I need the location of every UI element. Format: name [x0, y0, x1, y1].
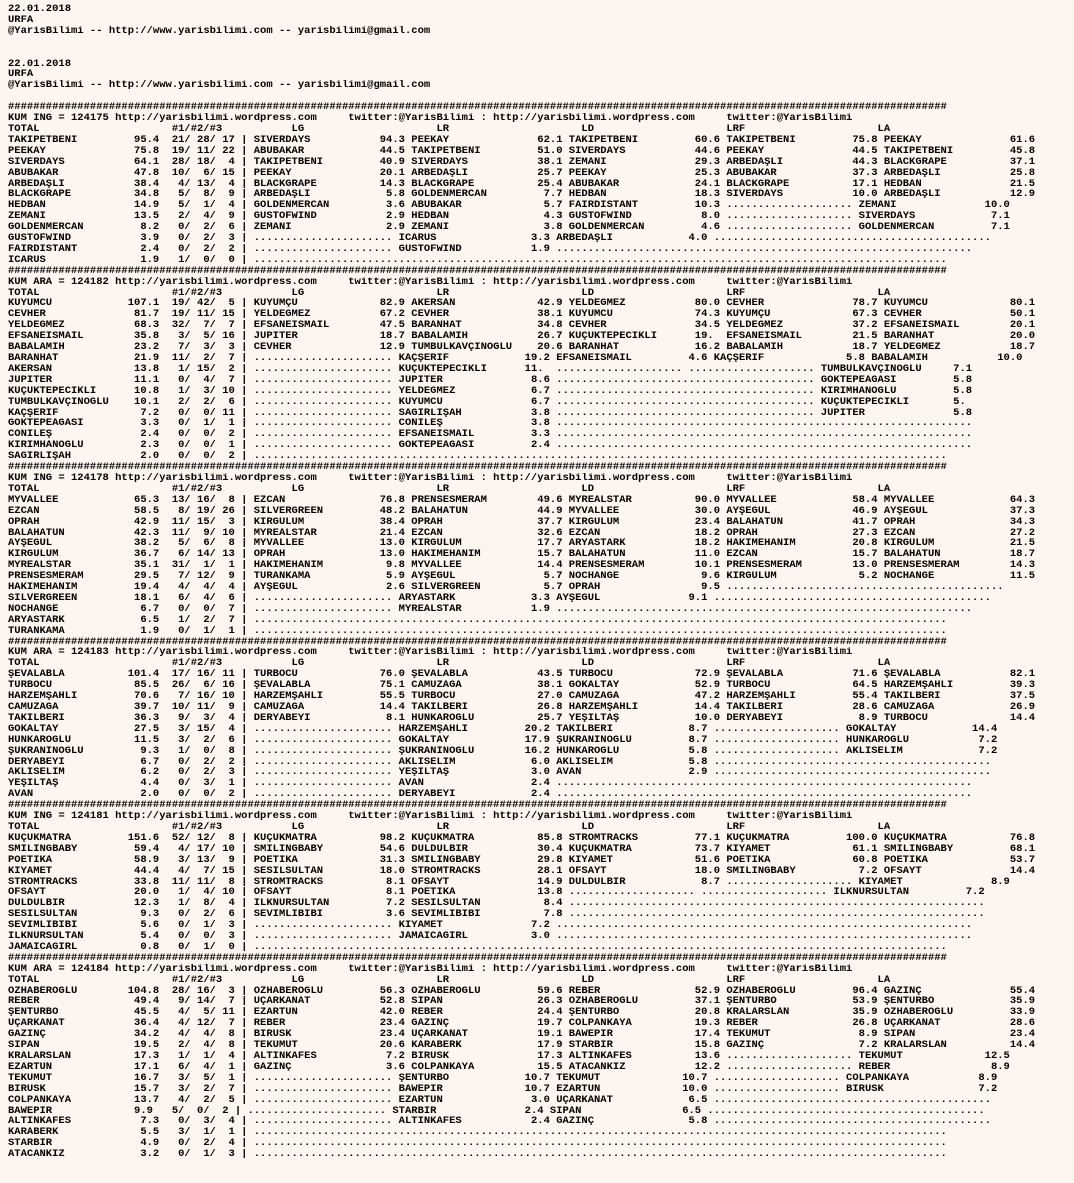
report-line: HAKİMEHANIM 19.4 4/ 4/ 4 | AYŞEGÜL 2.6 SILVERGREEN 5.7 OPRAH 9.5 ............................................: [8, 582, 1004, 593]
report-line: TURBOCU 85.5 26/ 6/ 16 | ŞEVALABLA 75.1 CAMUZAĞA 38.1 GÖKALTAY 52.9 TURBOCU 64.5 HARZEMŞAHLI 39.3: [8, 680, 1036, 692]
report-line: REBER 49.4 9/ 14/ 7 | UÇARKANAT 52.8 SİPAN 26.3 ÖZHABEROĞLU 37.1 ŞENTURBO 53.9 ŞENTURBO 35.9: [8, 996, 1036, 1008]
report-line: KÜÇÜKMATRA 151.6 52/ 12/ 8 | KÜÇÜKMATRA 98.2 KÜÇÜKMATRA 85.8 STROMTRACKS 77.1 KÜÇÜKMATRA 100.0 KÜÇÜKMATRA 76.8: [8, 832, 1036, 844]
report-line: BARANHAT 21.9 11/ 2/ 7 | ...................... KAÇŞERİF 19.2 EFSANEİSMAİL 4.6 KAÇŞERİF 5.8 BABALAMİH 10.0: [8, 353, 1023, 364]
report-line: YEŞİLTAŞ 4.4 0/ 3/ 1 | ...................... AVAN 2.4 ..................................................................: [8, 778, 973, 790]
report-line: BLACKGRAPE 34.8 5/ 8/ 9 | ARBEDAŞLI 5.8 GOLDENMERCAN 7.7 HEDBAN 18.3 SIVERDAYS 10.0 ARBEDAŞLI 12.9: [8, 189, 1036, 201]
report-line: HARZEMŞAHLI 70.6 7/ 16/ 10 | HARZEMŞAHLI 55.5 TURBOCU 27.0 CAMUZAĞA 47.2 HARZEMŞAHLI 55.4 TAKILBERİ 37.5: [8, 691, 1036, 702]
report-line: GOLDENMERCAN 8.2 0/ 2/ 6 | ZEMANİ 2.9 ZEMANİ 3.8 GOLDENMERCAN 4.6 .................... GOLDENMERCAN 7.1: [8, 222, 1010, 234]
report-line: KUYUMCU 107.1 19/ 42/ 5 | KUYUMÇU 82.9 AKERSAN 42.9 YELDEĞMEZ 80.0 CEVHER 78.7 KUYUMCU 80.1: [8, 298, 1036, 310]
report-line: ARYASTARK 6.5 1/ 2/ 7 | ..............................................................................................................: [8, 614, 947, 626]
report-line: STARBİR 4.9 0/ 2/ 4 | ..............................................................................................................: [8, 1138, 947, 1150]
report-line: KRALARSLAN 17.3 1/ 1/ 4 | ALTINKAFES 7.2 BIRUSK 17.3 ALTINKAFES 13.6 .................... TEKUMUT 12.5: [8, 1051, 1010, 1062]
report-line: AYŞEGÜL 38.2 5/ 6/ 8 | MYVALLEE 13.0 KIRGULÜM 17.7 ARYASTARK 18.2 HAKİMEHANIM 20.8 KIRGULÜM 21.5: [8, 538, 1036, 550]
report-line: İLKNURSULTAN 5.4 0/ 0/ 3 | ...................... JAMAICAGIRL 3.0 ..................................................................: [8, 931, 973, 942]
report-line: GÖKALTAY 27.5 3/ 15/ 4 | ...................... HARZEMŞAHLI 20.2 TAKILBERİ 8.7 .................... GÖKALTAY 14.4: [8, 723, 998, 735]
report-line: SİPAN 19.5 2/ 4/ 8 | TEKUMUT 20.6 KARABERK 17.9 STARBİR 15.8 GAZİNÇ 7.2 KRALARSLAN 14.4: [8, 1040, 1036, 1051]
report-line: 22.01.2018: [8, 58, 72, 70]
report-line: KIRGULÜM 36.7 6/ 14/ 13 | OPRAH 13.0 HAKİMEHANIM 15.7 BALAHATUN 11.0 EZCAN 15.7 BALAHATUN 18.7: [8, 549, 1036, 561]
report-line: ÖZHABEROĞLU 104.8 28/ 16/ 3 | ÖZHABEROĞLU 56.3 ÖZHABEROĞLU 59.6 REBER 52.9 ÖZHABEROĞLU 96.4 GAZİNÇ 55.4: [8, 985, 1036, 997]
report-line: EZCAN 58.5 8/ 19/ 26 | SILVERGREEN 48.2 BALAHATUN 44.9 MYVALLEE 30.0 AYŞEGÜL 46.9 AYŞEGÜL 37.3: [8, 505, 1036, 517]
report-line: PEEKAY 75.8 19/ 11/ 22 | ABUBAKAR 44.5 TAKİPETBENİ 51.0 SIVERDAYS 44.6 PEEKAY 44.5 TAKİPETBENİ 45.8: [8, 145, 1036, 157]
report-line: DULDULBİR 12.3 1/ 8/ 4 | İLKNURSULTAN 7.2 SESİLSULTAN 8.4 ..................................................................: [8, 898, 985, 910]
section-divider: #####################################################################################################################################################: [8, 462, 947, 473]
report-line: AVAN 2.0 0/ 0/ 2 | ...................... DERYABEYİ 2.4 ..................................................................: [8, 789, 973, 801]
report-line: SMILINGBABY 59.4 4/ 17/ 10 | SMILINGBABY 54.6 DULDULBİR 30.4 KÜÇÜKMATRA 73.7 KIYAMET 61.1 SMILINGBABY 68.1: [8, 843, 1036, 855]
report-line: TOTAL #1/#2/#3 LG LR LD LRF LA: [8, 287, 891, 299]
report-line: AKLISELIM 6.2 0/ 2/ 3 | ...................... YEŞİLTAŞ 3.0 AVAN 2.9 ............................................: [8, 767, 991, 779]
report-line: KARABERK 5.5 3/ 1/ 1 | ..............................................................................................................: [8, 1127, 947, 1139]
report-line: KUM ING = 124175 http://yarisbilimi.wordpress.com twitter:@YarisBilimi : http://yarisbilimi.wordpress.com twitter:@YarisBilimi: [8, 113, 853, 124]
report-line: BIRUSK 15.7 3/ 2/ 7 | ...................... BAWEPİR 10.7 EZARTUN 10.0 .................... BIRUSK 7.2: [8, 1083, 998, 1095]
report-line: ABUBAKAR 47.8 10/ 6/ 15 | PEEKAY 20.1 ARBEDAŞLI 25.7 PEEKAY 25.3 ABUBAKAR 37.3 ARBEDAŞLI 25.8: [8, 167, 1036, 179]
report-line: JUPİTER 11.1 0/ 4/ 7 | ...................... JUPİTER 8.6 ......................................... GÖKTEPEAĞASI 5.8: [8, 374, 973, 386]
report-line: CONİLEŞ 2.4 0/ 0/ 2 | ...................... EFSANEİSMAİL 3.3 ..................................................................: [8, 429, 973, 441]
report-line: HUNKAROĞLU 11.5 3/ 2/ 6 | ...................... GÖKALTAY 17.9 ŞUKRANINOĞLU 8.7 .................... HUNKAROĞLU 7.2: [8, 734, 998, 746]
report-line: EZARTUN 17.1 6/ 4/ 1 | GAZİNÇ 3.6 COLPANKAYA 15.5 ATACANKIZ 12.2 .................... REBER 8.9: [8, 1061, 1010, 1073]
report-line: MYVALLEE 65.3 13/ 16/ 8 | EZCAN 76.8 PRENSESMERAM 49.6 MYREALSTAR 90.0 MYVALLEE 58.4 MYVALLEE 64.3: [8, 494, 1036, 506]
report-line: TOTAL #1/#2/#3 LG LR LD LRF LA: [8, 974, 891, 986]
report-line: BAWEPİR 9.9 5/ 0/ 2 | ...................... STARBİR 2.4 SİPAN 6.5 ............................................: [8, 1105, 985, 1117]
report-line: TOTAL #1/#2/#3 LG LR LD LRF LA: [8, 821, 891, 833]
report-line: [8, 91, 1074, 102]
report-line: GAZİNÇ 34.2 4/ 4/ 8 | BIRUSK 23.4 UÇARKANAT 19.1 BAWEPİR 17.4 TEKUMUT 8.9 SİPAN 23.4: [8, 1029, 1036, 1041]
report-line: BALAHATUN 42.3 11/ 9/ 10 | MYREALSTAR 21.4 EZCAN 32.6 EZCAN 18.2 OPRAH 27.3 EZCAN 27.2: [8, 527, 1036, 539]
report-line: ARBEDAŞLI 38.4 4/ 13/ 4 | BLACKGRAPE 14.3 BLACKGRAPE 25.4 ABUBAKAR 24.1 BLACKGRAPE 17.1 HEDBAN 21.5: [8, 178, 1036, 190]
report-line: TURANKAMA 1.9 0/ 1/ 1 | ..............................................................................................................: [8, 625, 947, 637]
report-line: BABALAMİH 23.2 7/ 3/ 3 | CEVHER 12.9 TUMBULKAVÇİNOĞLU 20.6 BARANHAT 16.2 BABALAMİH 18.7 YELDEĞMEZ 18.7: [8, 342, 1036, 353]
report-line: COLPANKAYA 13.7 4/ 2/ 5 | ...................... EZARTUN 3.0 UÇARKANAT 6.5 ............................................: [8, 1094, 991, 1106]
report-line: KAÇŞERİF 7.2 0/ 0/ 11 | ...................... SAĞIRLIŞAH 3.8 ......................................... JUPİTER 5.8: [8, 407, 973, 419]
report-line: ŞUKRANINOĞLU 9.3 1/ 0/ 8 | ...................... ŞUKRANINOĞLU 16.2 HUNKAROĞLU 5.8 .................... AKLISELIM 7.2: [8, 745, 998, 757]
report-line: KUM ARA = 124183 http://yarisbilimi.wordpress.com twitter:@YarisBilimi : http://yarisbilimi.wordpress.com twitter:@YarisBilimi: [8, 647, 853, 659]
report-line: TOTAL #1/#2/#3 LG LR LD LRF LA: [8, 483, 891, 495]
report-line: POETIKA 58.9 3/ 13/ 9 | POETIKA 31.3 SMILINGBABY 29.8 KIYAMET 51.6 POETIKA 60.8 POETIKA 53.7: [8, 854, 1036, 866]
report-line: [8, 48, 1074, 59]
report-line: FAIRDISTANT 2.4 0/ 2/ 2 | ...................... GUSTOFWIND 1.9 ..................................................................: [8, 243, 973, 255]
report-line: KUM ARA = 124182 http://yarisbilimi.wordpress.com twitter:@YarisBilimi : http://yarisbilimi.wordpress.com twitter:@YarisBilimi: [8, 276, 853, 288]
report-line: PRENSESMERAM 29.5 7/ 12/ 9 | TURANKAMA 5.9 AYŞEGÜL 5.7 NOCHANGE 9.6 KIRGULÜM 5.2 NOCHANGE 11.5: [8, 571, 1036, 583]
report-line: JAMAICAGIRL 0.8 0/ 1/ 0 | ..............................................................................................................: [8, 941, 947, 953]
report-line: SILVERGREEN 18.1 6/ 4/ 6 | ...................... ARYASTARK 3.3 AYŞEGÜL 9.1 ............................................: [8, 592, 991, 604]
report-line: TOTAL #1/#2/#3 LG LR LD LRF LA: [8, 123, 891, 135]
report-line: DERYABEYİ 6.7 0/ 2/ 2 | ...................... AKLISELIM 6.0 AKLISELIM 5.8 ............................................: [8, 756, 991, 768]
report-line: GUSTOFWIND 3.9 0/ 2/ 3 | ...................... ICARUS 3.3 ARBEDAŞLI 4.0 ............................................: [8, 233, 991, 244]
report-line: AKERSAN 13.8 1/ 15/ 2 | ...................... KÜÇÜKTEPECİKLİ 11. .................... .................... TUMBULKAVÇİNOĞLU 7.1: [8, 363, 973, 375]
report-line: UÇARKANAT 36.4 4/ 12/ 7 | REBER 23.4 GAZİNÇ 19.7 COLPANKAYA 19.3 REBER 26.8 UÇARKANAT 28.6: [8, 1018, 1036, 1030]
report-line: KUM ARA = 124184 http://yarisbilimi.wordpress.com twitter:@YarisBilimi : http://yarisbilimi.wordpress.com twitter:@YarisBilimi: [8, 963, 853, 975]
report-line: TUMBULKAVÇİNOĞLU 10.1 2/ 2/ 6 | ...................... KUYUMCU 6.7 ......................................... KÜÇÜKTEPECİKLİ 5.: [8, 396, 966, 408]
report-line: TAKILBERİ 36.3 9/ 3/ 4 | DERYABEYİ 8.1 HUNKAROĞLU 25.7 YEŞİLTAŞ 10.0 DERYABEYİ 8.9 TURBOCU 14.4: [8, 712, 1036, 724]
report-line: OPRAH 42.9 11/ 15/ 3 | KIRGULÜM 38.4 OPRAH 37.7 KIRGULÜM 23.4 BALAHATUN 41.7 OPRAH 34.3: [8, 516, 1036, 528]
report-line: ATACANKIZ 3.2 0/ 1/ 3 | ..............................................................................................................: [8, 1149, 947, 1161]
section-divider: #####################################################################################################################################################: [8, 636, 947, 648]
report-line: SEVİMLİBİBİ 5.6 0/ 1/ 3 | ...................... KIYAMET 7.2 ..................................................................: [8, 920, 973, 932]
report-line: [8, 37, 1074, 48]
section-divider: #####################################################################################################################################################: [8, 800, 947, 812]
report-line: MYREALSTAR 35.1 31/ 1/ 1 | HAKİMEHANIM 9.8 MYVALLEE 14.4 PRENSESMERAM 10.1 PRENSESMERAM 13.0 PRENSESMERAM 14.3: [8, 560, 1036, 572]
report-line: SESİLSULTAN 9.3 0/ 2/ 6 | SEVİMLİBİBİ 3.6 SEVİMLİBİBİ 7.8 ..................................................................: [8, 909, 985, 921]
section-divider: #####################################################################################################################################################: [8, 952, 947, 964]
report-line: @YarisBilimi -- http://www.yarisbilimi.com -- yarisbilimi@gmail.com: [8, 80, 431, 92]
report-line: @YarisBilimi -- http://www.yarisbilimi.com -- yarisbilimi@gmail.com: [8, 25, 431, 37]
section-divider: #####################################################################################################################################################: [8, 102, 947, 114]
report-line: NOCHANGE 6.7 0/ 0/ 7 | ...................... MYREALSTAR 1.9 ..................................................................: [8, 603, 973, 615]
report-line: KÜÇÜKTEPECİKLİ 10.8 1/ 3/ 10 | ...................... YELDEĞMEZ 6.7 ......................................... KIRIMHANOĞLU 5.8: [8, 385, 973, 397]
report-line: TOTAL #1/#2/#3 LG LR LD LRF LA: [8, 658, 891, 670]
report-line: ZEMANİ 13.5 2/ 4/ 9 | GUSTOFWIND 2.9 HEDBAN 4.3 GUSTOFWIND 8.0 .................... SIVERDAYS 7.1: [8, 211, 1010, 223]
report-line: URFA: [8, 14, 34, 26]
report-line: ICARUS 1.9 1/ 0/ 0 | ..............................................................................................................: [8, 254, 947, 266]
section-divider: #####################################################################################################################################################: [8, 265, 947, 277]
report-line: CEVHER 81.7 19/ 11/ 15 | YELDEĞMEZ 67.2 CEVHER 38.1 KUYUMCU 74.3 KUYUMÇU 67.3 CEVHER 50.1: [8, 309, 1036, 321]
report-line: YELDEĞMEZ 68.3 32/ 7/ 7 | EFSANEİSMAİL 47.5 BARANHAT 34.8 CEVHER 34.5 YELDEĞMEZ 37.2 EFSANEİSMAİL 20.1: [8, 320, 1036, 332]
report-line: ŞENTURBO 45.5 4/ 5/ 11 | EZARTUN 42.0 REBER 24.4 ŞENTURBO 20.8 KRALARSLAN 35.9 ÖZHABEROĞLU 33.9: [8, 1007, 1036, 1019]
report-line: ŞEVALABLA 101.4 17/ 16/ 11 | TURBOCU 76.0 ŞEVALABLA 43.5 TURBOCU 72.9 ŞEVALABLA 71.6 ŞEVALABLA 82.1: [8, 669, 1036, 681]
report-line: 22.01.2018: [8, 4, 72, 15]
report-line: CAMUZAĞA 39.7 10/ 11/ 9 | CAMUZAĞA 14.4 TAKILBERİ 26.8 HARZEMŞAHLI 14.4 TAKILBERİ 28.6 CAMUZAĞA 26.9: [8, 702, 1036, 713]
report-line: HEDBAN 14.9 5/ 1/ 4 | GOLDENMERCAN 3.6 ABUBAKAR 5.7 FAIRDISTANT 10.3 .................... ZEMANİ 10.0: [8, 200, 1010, 212]
report-line: ALTINKAFES 7.3 0/ 3/ 4 | ...................... ALTINKAFES 2.4 GAZİNÇ 5.8 ............................................: [8, 1116, 991, 1128]
report-line: KUM ING = 124181 http://yarisbilimi.wordpress.com twitter:@YarisBilimi : http://yarisbilimi.wordpress.com twitter:@YarisBilimi: [8, 811, 853, 822]
report-line: OFSAYT 20.0 1/ 4/ 10 | OFSAYT 8.1 POETIKA 13.8 .................... .................... İLKNURSULTAN 7.2: [8, 887, 985, 899]
report-line: TAKİPETBENİ 95.4 21/ 28/ 17 | SIVERDAYS 94.3 PEEKAY 62.1 TAKİPETBENİ 60.6 TAKİPETBENİ 75.8 PEEKAY 61.6: [8, 134, 1036, 146]
report-line: GÖKTEPEAĞASI 3.3 0/ 1/ 1 | ...................... CONİLEŞ 3.8 ..................................................................: [8, 418, 973, 430]
report-line: SAĞIRLIŞAH 2.0 0/ 0/ 2 | ..............................................................................................................: [8, 451, 947, 463]
report-line: KIYAMET 44.4 4/ 7/ 15 | SESİLSULTAN 18.0 STROMTRACKS 28.1 OFSAYT 18.0 SMILINGBABY 7.2 OFSAYT 14.4: [8, 865, 1036, 877]
report-line: TEKUMUT 16.7 3/ 5/ 1 | ...................... ŞENTURBO 10.7 TEKUMUT 10.7 .................... COLPANKAYA 8.9: [8, 1072, 998, 1084]
report-line: EFSANEİSMAİL 35.8 3/ 5/ 16 | JUPİTER 18.7 BABALAMİH 26.7 KÜÇÜKTEPECİKLİ 19. EFSANEİSMAİL 21.5 BARANHAT 20.0: [8, 331, 1036, 343]
report-line: STROMTRACKS 33.8 11/ 11/ 8 | STROMTRACKS 8.1 OFSAYT 14.9 DULDULBİR 8.7 .................... KIYAMET 8.9: [8, 876, 1010, 888]
report-line: SIVERDAYS 64.1 28/ 18/ 4 | TAKİPETBENİ 40.9 SIVERDAYS 38.1 ZEMANİ 29.3 ARBEDAŞLI 44.3 BLACKGRAPE 37.1: [8, 156, 1036, 168]
report-line: KIRIMHANOĞLU 2.3 0/ 0/ 1 | ...................... GÖKTEPEAĞASI 2.4 ..................................................................: [8, 440, 973, 452]
report-line: URFA: [8, 69, 34, 81]
report-line: KUM ING = 124178 http://yarisbilimi.wordpress.com twitter:@YarisBilimi : http://yarisbilimi.wordpress.com twitter:@YarisBilimi: [8, 472, 853, 484]
